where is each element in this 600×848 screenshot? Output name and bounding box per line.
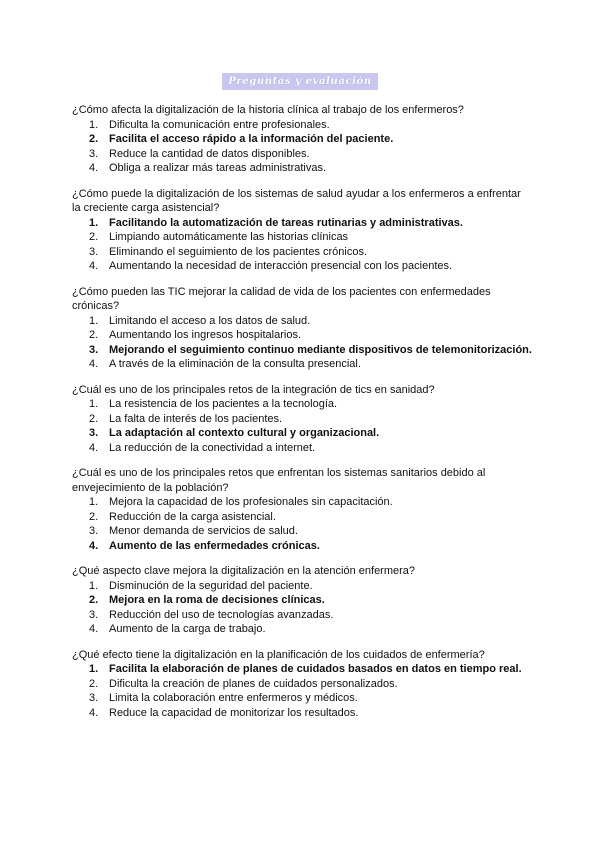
option-text: La adaptación al contexto cultural y organizacional. xyxy=(109,427,380,439)
option-item xyxy=(72,510,532,525)
option-text: Aumento de la carga de trabajo. xyxy=(109,623,266,635)
option-item xyxy=(72,495,532,510)
option-text: Eliminando el seguimiento de los pacientes crónicos. xyxy=(109,245,368,258)
option-item-correct xyxy=(72,216,532,231)
option-number: 4. xyxy=(89,441,99,454)
option-number: 3. xyxy=(89,427,99,439)
option-item xyxy=(72,691,532,706)
question-block-4 xyxy=(72,383,532,456)
option-item xyxy=(72,579,532,594)
option-text: La falta de interés de los pacientes. xyxy=(109,412,283,425)
option-number: 2. xyxy=(89,231,99,243)
option-number: 3. xyxy=(89,147,99,160)
option-text: Dificulta la creación de planes de cuidados personalizados. xyxy=(109,677,398,690)
option-text: Reducción de la carga asistencial. xyxy=(109,510,276,523)
page-title: Preguntas y evaluación xyxy=(222,73,377,90)
option-number: 2. xyxy=(89,329,99,341)
option-number: 2. xyxy=(89,594,99,606)
option-item xyxy=(72,314,532,329)
option-text: Mejorando el seguimiento continuo mediante dispositivos de telemonitorización. xyxy=(109,343,532,356)
option-item xyxy=(72,677,532,692)
option-text: Reduce la cantidad de datos disponibles. xyxy=(109,147,310,160)
question-text: ¿Cuál es uno de los principales retos de la integración de tics en sanidad? xyxy=(72,383,435,396)
option-item xyxy=(72,608,532,623)
option-item xyxy=(72,230,532,245)
option-item xyxy=(72,706,532,721)
options-list xyxy=(72,662,532,720)
option-number: 4. xyxy=(89,539,99,552)
option-text: Reduce la capacidad de monitorizar los resultados. xyxy=(109,706,359,719)
option-number: 2. xyxy=(89,133,99,145)
options-list xyxy=(72,495,532,553)
option-number: 1. xyxy=(89,579,99,592)
option-number: 3. xyxy=(89,525,99,537)
options-list xyxy=(72,397,532,455)
option-number: 4. xyxy=(89,162,99,174)
option-text: La reducción de la conectividad a internet. xyxy=(109,441,316,454)
option-text: Aumento de las enfermedades crónicas. xyxy=(109,539,320,552)
option-number: 1. xyxy=(89,663,99,675)
option-item xyxy=(72,397,532,412)
option-item-correct xyxy=(72,593,532,608)
option-number: 1. xyxy=(89,314,99,327)
option-number: 3. xyxy=(89,608,99,621)
option-text: Aumentando los ingresos hospitalarios. xyxy=(109,329,302,341)
option-number: 4. xyxy=(89,260,99,272)
option-number: 1. xyxy=(89,398,99,410)
option-item xyxy=(72,328,532,343)
option-item-correct xyxy=(72,132,532,147)
question-text: ¿Cómo pueden las TIC mejorar la calidad de vida de los pacientes con enfermedades crónicas? xyxy=(72,285,491,312)
questions-list xyxy=(72,103,532,731)
option-item xyxy=(72,161,532,176)
option-text: Limita la colaboración entre enfermeros y médicos. xyxy=(109,692,358,704)
option-text: Limitando el acceso a los datos de salud. xyxy=(109,314,311,327)
option-number: 4. xyxy=(89,623,99,635)
option-text: Facilitando la automatización de tareas rutinarias y administrativas. xyxy=(109,216,463,229)
option-number: 1. xyxy=(89,496,99,508)
option-item-correct xyxy=(72,426,532,441)
question-text: ¿Cuál es uno de los principales retos que enfrentan los sistemas sanitarios debido al envejecimiento de la población? xyxy=(72,467,486,494)
option-number: 3. xyxy=(89,245,99,258)
option-number: 2. xyxy=(89,677,99,690)
option-text: Mejora en la roma de decisiones clínicas. xyxy=(109,594,325,606)
option-text: Menor demanda de servicios de salud. xyxy=(109,525,298,537)
question-block-2 xyxy=(72,187,532,274)
question-block-7 xyxy=(72,648,532,721)
option-number: 1. xyxy=(89,118,99,131)
option-item xyxy=(72,118,532,133)
option-number: 3. xyxy=(89,343,99,356)
option-number: 4. xyxy=(89,358,99,370)
option-text: Facilita el acceso rápido a la información del paciente. xyxy=(109,133,394,145)
option-text: Obliga a realizar más tareas administrativas. xyxy=(109,162,327,174)
option-item-correct xyxy=(72,343,532,358)
option-number: 1. xyxy=(89,216,99,229)
option-item xyxy=(72,357,532,372)
question-block-1 xyxy=(72,103,532,176)
option-item xyxy=(72,441,532,456)
option-text: Limpiando automáticamente las historias clínicas xyxy=(109,231,349,243)
option-item xyxy=(72,524,532,539)
question-text: ¿Cómo afecta la digitalización de la historia clínica al trabajo de los enfermeros? xyxy=(72,104,464,116)
question-block-5 xyxy=(72,466,532,553)
option-text: Dificulta la comunicación entre profesionales. xyxy=(109,118,330,131)
option-item xyxy=(72,147,532,162)
option-text: Facilita la elaboración de planes de cuidados basados en datos en tiempo real. xyxy=(109,663,522,675)
option-number: 2. xyxy=(89,412,99,425)
options-list xyxy=(72,216,532,274)
option-item xyxy=(72,412,532,427)
option-item xyxy=(72,622,532,637)
option-number: 3. xyxy=(89,692,99,704)
question-text: ¿Qué efecto tiene la digitalización en la planificación de los cuidados de enfermería? xyxy=(72,648,485,661)
question-block-3 xyxy=(72,285,532,372)
option-item xyxy=(72,259,532,274)
option-item xyxy=(72,245,532,260)
option-text: La resistencia de los pacientes a la tecnología. xyxy=(109,398,338,410)
option-number: 4. xyxy=(89,706,99,719)
option-item-correct xyxy=(72,539,532,554)
option-text: A través de la eliminación de la consulta presencial. xyxy=(109,358,361,370)
question-block-6 xyxy=(72,564,532,637)
option-item-correct xyxy=(72,662,532,677)
option-text: Mejora la capacidad de los profesionales sin capacitación. xyxy=(109,496,393,508)
options-list xyxy=(72,314,532,372)
title-container xyxy=(0,71,600,90)
question-text: ¿Cómo puede la digitalización de los sistemas de salud ayudar a los enfermeros a enfrentar la creciente carga asistencial? xyxy=(72,187,521,214)
option-text: Reducción del uso de tecnologías avanzadas. xyxy=(109,608,334,621)
option-number: 2. xyxy=(89,510,99,523)
question-text: ¿Qué aspecto clave mejora la digitalización en la atención enfermera? xyxy=(72,565,416,577)
option-text: Disminución de la seguridad del paciente. xyxy=(109,579,313,592)
options-list xyxy=(72,118,532,176)
option-text: Aumentando la necesidad de interacción presencial con los pacientes. xyxy=(109,260,453,272)
options-list xyxy=(72,579,532,637)
